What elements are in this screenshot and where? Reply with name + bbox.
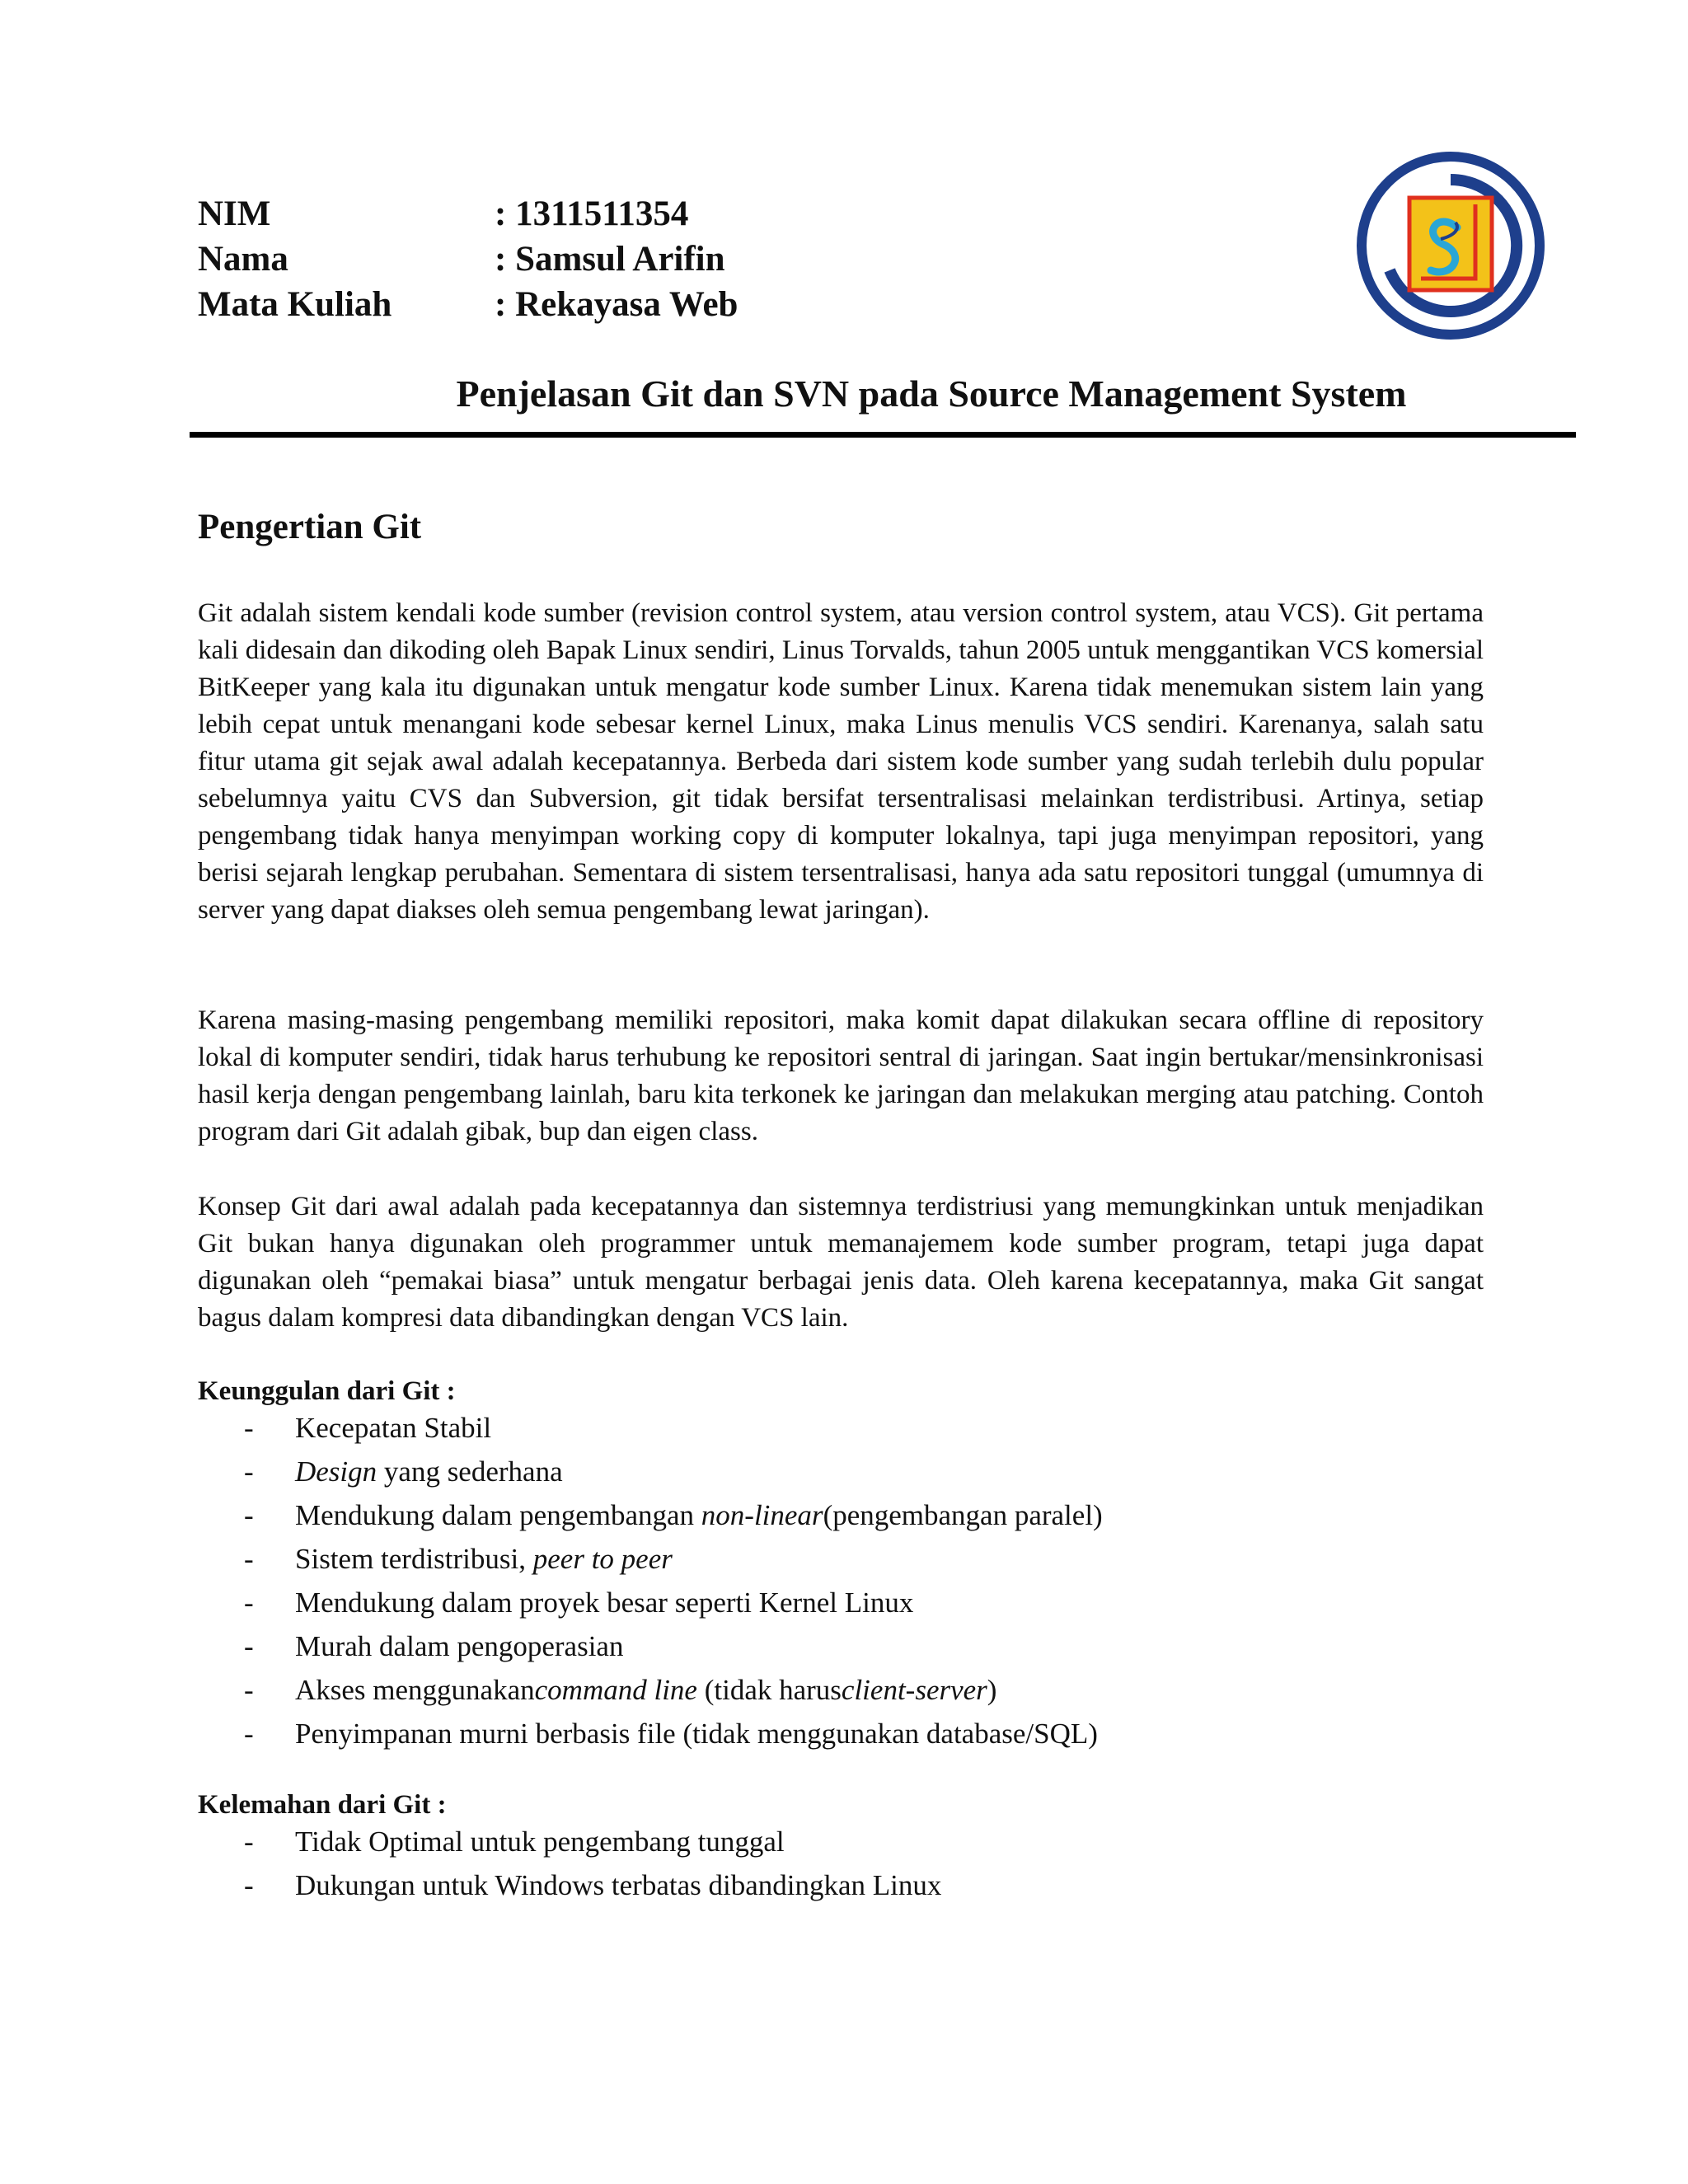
list-item	[198, 1493, 1103, 1537]
list-dash: -	[244, 1674, 254, 1706]
university-logo-icon	[1352, 147, 1550, 344]
italic-run: command line	[534, 1674, 697, 1706]
text-run: Murah dalam pengoperasian	[295, 1630, 624, 1662]
info-label: Mata Kuliah	[198, 285, 392, 324]
paragraph-1: Git adalah sistem kendali kode sumber (revision control system, atau version control system, atau VCS). Git pertama kali didesain dan dikoding oleh Bapak Linux sendiri, Linus Torvalds, tahun 2005 untuk menggantikan VCS komersial BitKeeper yang kala itu digunakan untuk mengatur kode sumber Linux. Karena tidak menemukan sistem lain yang lebih cepat untuk menangani kode sebesar kernel Linux, maka Linus menulis VCS sendiri. Karenanya, salah satu fitur utama git sejak awal adalah kecepatannya. Berbeda dari sistem kode sumber yang sudah terlebih dulu popular sebelumnya yaitu CVS dan Subversion, git tidak bersifat tersentralisasi melainkan terdistribusi. Artinya, setiap pengembang tidak hanya menyimpan working copy di komputer lokalnya, tapi juga menyimpan repositori, yang berisi sejarah lengkap perubahan. Sementara di sistem tersentralisasi, hanya ada satu repositori tunggal (umumnya di server yang dapat diakses oleh semua pengembang lewat jaringan).	[198, 598, 1484, 925]
info-value: : 1311511354	[495, 194, 689, 233]
list-text	[295, 1450, 563, 1493]
text-run: (tidak harus	[696, 1674, 842, 1706]
italic-run: peer to peer	[532, 1543, 673, 1575]
list-dash: -	[244, 1630, 254, 1662]
text-run: yang sederhana	[377, 1455, 563, 1488]
list-item	[198, 1863, 941, 1907]
list-text	[295, 1581, 913, 1624]
list-item	[198, 1624, 1103, 1668]
list-item	[198, 1712, 1103, 1755]
list-dash: -	[244, 1718, 254, 1750]
paragraph-3: Konsep Git dari awal adalah pada kecepatannya dan sistemnya terdistriusi yang memungkinkan untuk menjadikan Git bukan hanya digunakan oleh programmer untuk memanajemem kode sumber program, tetapi juga dapat digunakan oleh “pemakai biasa” untuk mengatur berbagai jenis data. Oleh karena kecepatannya, maka Git sangat bagus dalam kompresi data dibandingkan dengan VCS lain.	[198, 1192, 1484, 1333]
weaknesses-heading: Kelemahan dari Git :	[198, 1790, 447, 1820]
student-info	[198, 191, 738, 327]
italic-run: non-linear	[701, 1499, 823, 1531]
italic-run: client-server	[841, 1674, 987, 1706]
list-dash: -	[244, 1586, 254, 1619]
title-divider	[190, 432, 1576, 438]
text-run: Akses menggunakan	[295, 1674, 535, 1706]
document-title: Penjelasan Git dan SVN pada Source Management System	[456, 373, 1407, 415]
list-item	[198, 1581, 1103, 1624]
list-text	[295, 1668, 996, 1712]
info-value: : Rekayasa Web	[495, 285, 738, 324]
list-item	[198, 1668, 1103, 1712]
text-run: Mendukung dalam proyek besar seperti Kernel Linux	[295, 1586, 914, 1619]
text-run: Mendukung dalam pengembangan	[295, 1499, 701, 1531]
list-text: Dukungan untuk Windows terbatas dibandingkan Linux	[295, 1869, 942, 1901]
info-label: NIM	[198, 194, 271, 233]
list-dash: -	[244, 1455, 254, 1488]
text-run: Penyimpanan murni berbasis file (tidak menggunakan database/SQL)	[295, 1718, 1098, 1750]
list-text	[295, 1493, 1103, 1537]
advantages-heading: Keunggulan dari Git :	[198, 1376, 456, 1406]
list-text: Tidak Optimal untuk pengembang tunggal	[295, 1825, 785, 1858]
list-item	[198, 1450, 1103, 1493]
info-row-mata-kuliah	[198, 282, 738, 327]
text-run: (pengembangan paralel)	[823, 1499, 1103, 1531]
list-dash: -	[244, 1869, 254, 1901]
list-dash: -	[244, 1499, 254, 1531]
list-item	[198, 1820, 941, 1863]
list-text	[295, 1712, 1098, 1755]
section-heading: Pengertian Git	[198, 508, 422, 546]
list-dash: -	[244, 1412, 254, 1444]
list-item	[198, 1537, 1103, 1581]
list-dash: -	[244, 1825, 254, 1858]
list-item	[198, 1406, 1103, 1450]
info-label: Nama	[198, 240, 288, 279]
paragraph-2: Karena masing-masing pengembang memiliki repositori, maka komit dapat dilakukan secara offline di repository lokal di komputer sendiri, tidak harus terhubung ke repositori sentral di jaringan. Saat ingin bertukar/mensinkronisasi hasil kerja dengan pengembang lainlah, baru kita terkonek ke jaringan dan melakukan merging atau patching. Contoh program dari Git adalah gibak, bup dan eigen class.	[198, 1005, 1484, 1146]
text-run: Kecepatan Stabil	[295, 1412, 492, 1444]
text-run: )	[987, 1674, 997, 1706]
info-row-nim	[198, 191, 738, 237]
list-text	[295, 1537, 673, 1581]
text-run: Sistem terdistribusi,	[295, 1543, 533, 1575]
list-text	[295, 1406, 491, 1450]
list-dash: -	[244, 1543, 254, 1575]
list-text	[295, 1624, 623, 1668]
info-value: : Samsul Arifin	[495, 240, 725, 279]
italic-run: Design	[295, 1455, 377, 1488]
info-row-nama	[198, 237, 738, 282]
advantages-list	[198, 1406, 1103, 1755]
weaknesses-list	[198, 1820, 941, 1907]
